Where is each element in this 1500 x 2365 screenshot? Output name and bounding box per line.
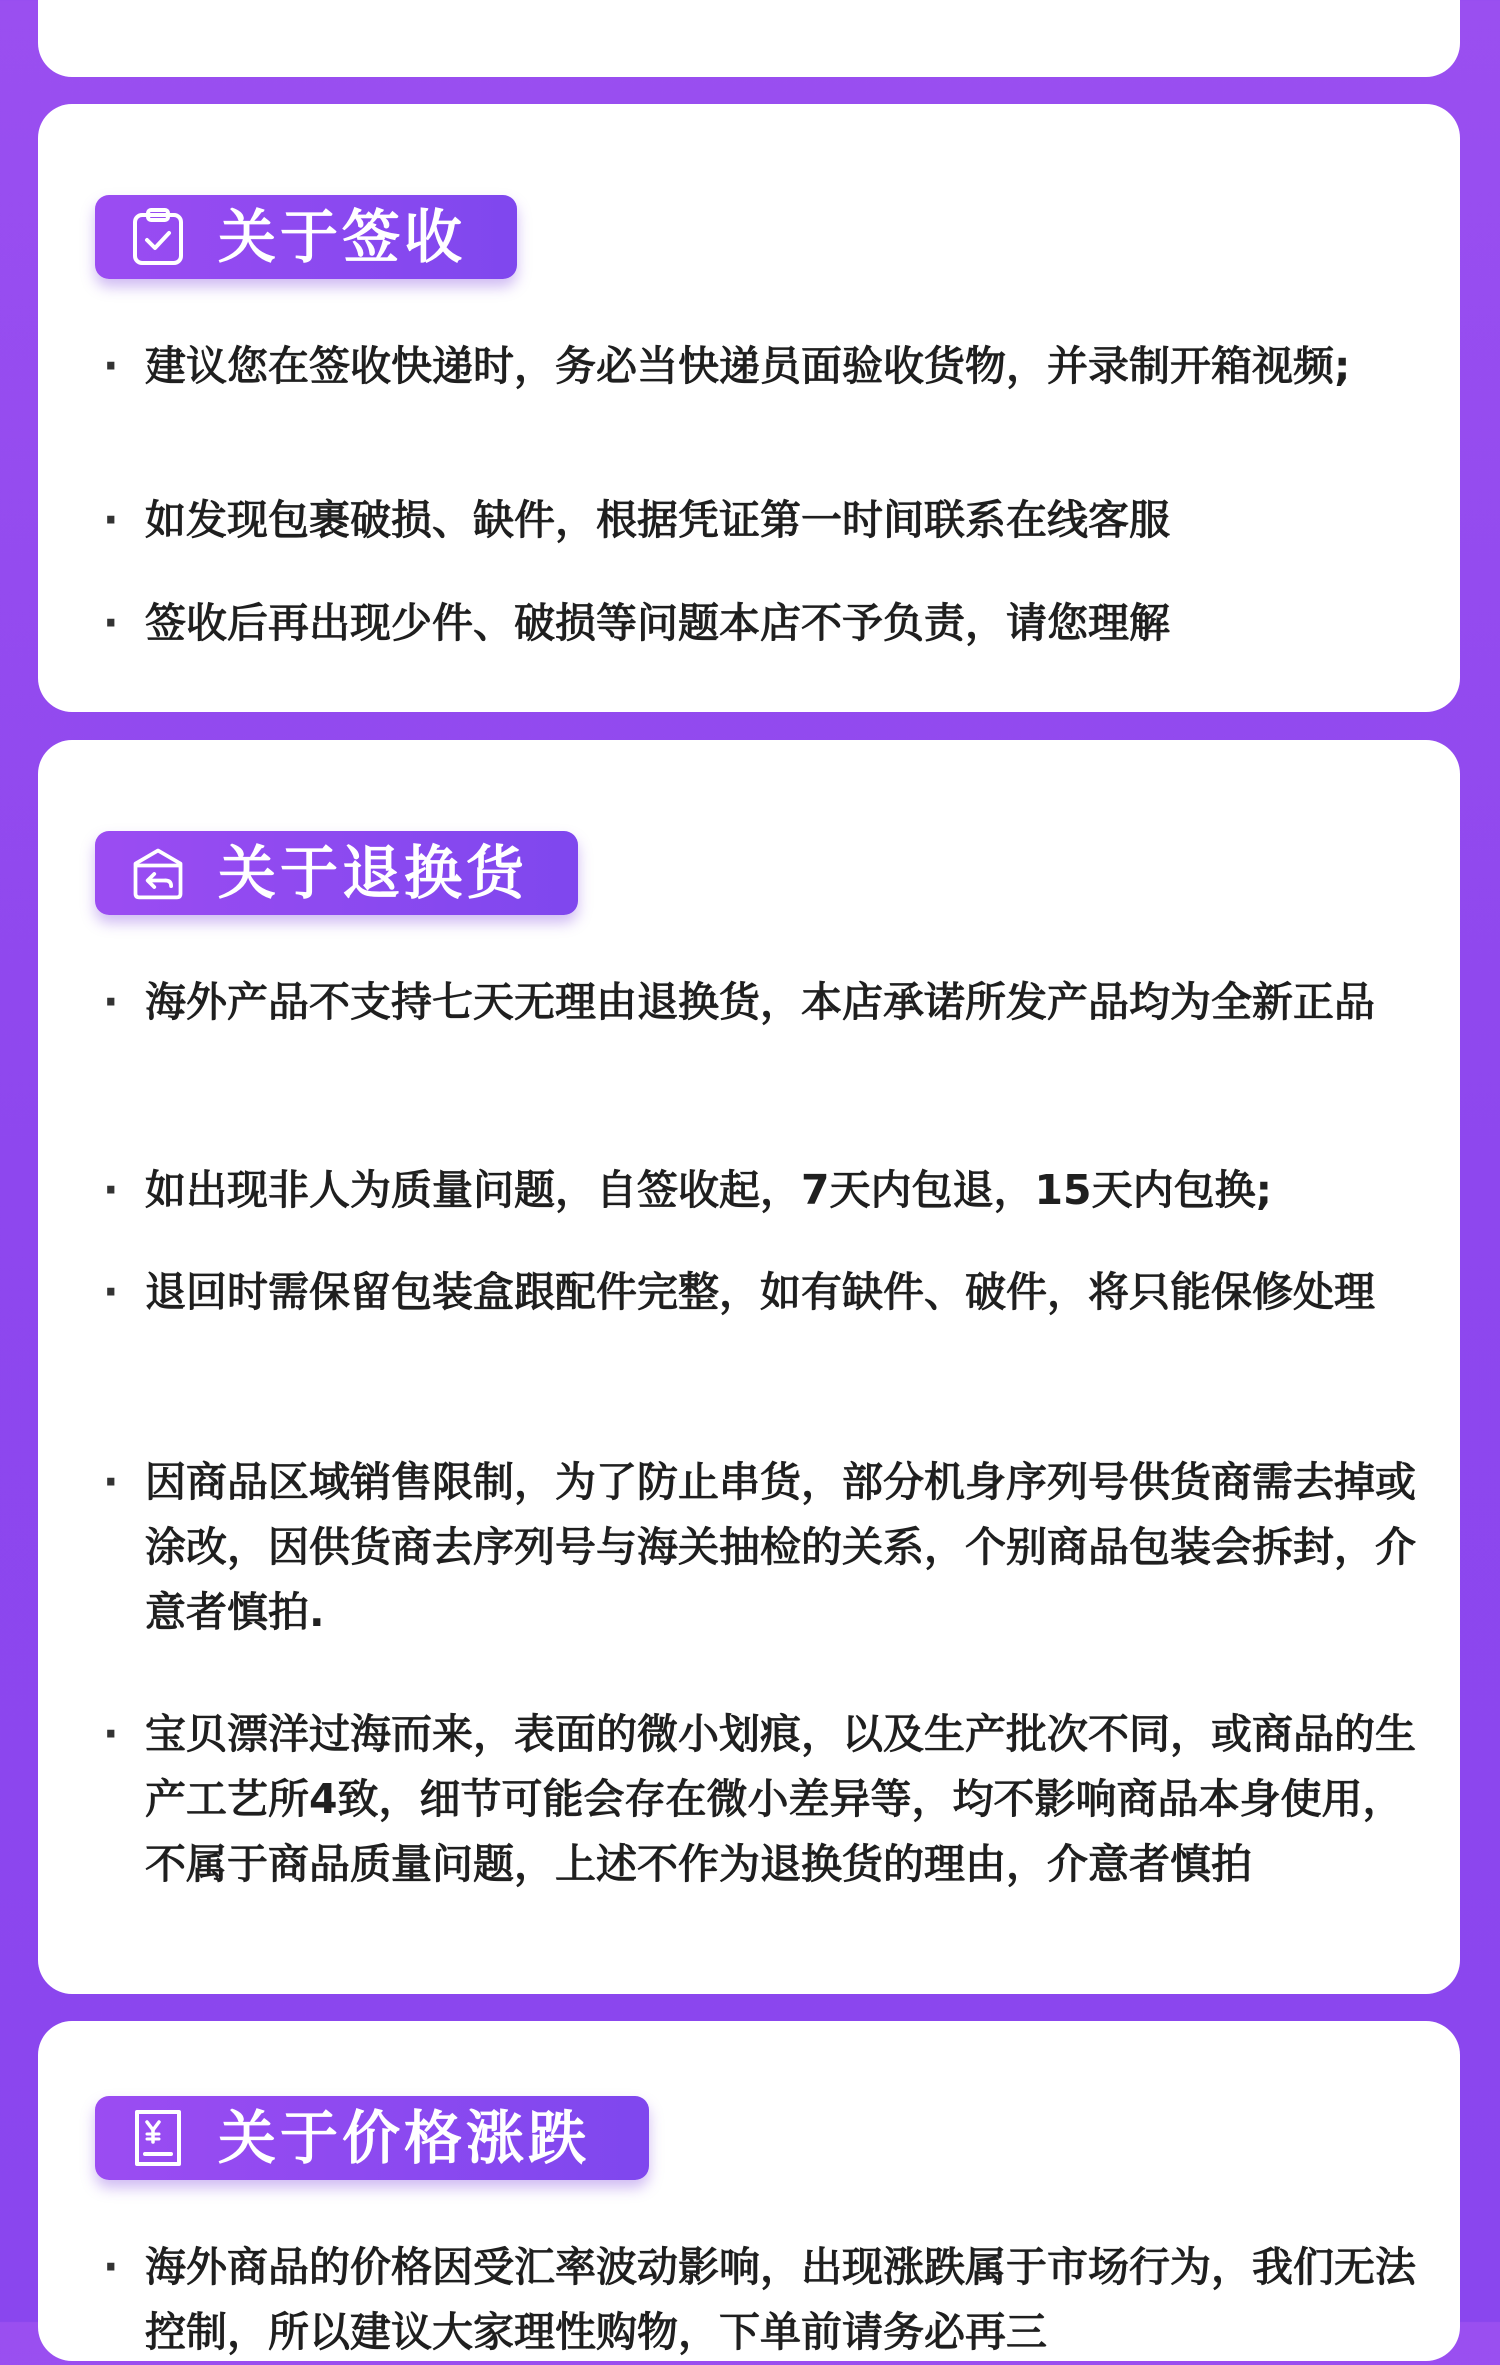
sign-item: · 建议您在签收快递时，务必当快递员面验收货物，并录制开箱视频; [145,334,1440,399]
sign-section-header [95,195,517,279]
price-item: · 海外商品的价格因受汇率波动影响，出现涨跌属于市场行为，我们无法控制，所以建议大家理性购物，下单前请务必再三 [145,2235,1440,2365]
return-box-icon [128,843,188,903]
sign-section-card [38,104,1460,712]
returns-section-title: 关于退换货 [218,839,529,907]
price-section-card [38,2021,1460,2361]
price-section-header [95,2096,649,2180]
returns-item: · 因商品区域销售限制，为了防止串货，部分机身序列号供货商需去掉或涂改，因供货商去序列号与海关抽检的关系，个别商品包装会拆封，介意者慎拍. [145,1450,1440,1645]
returns-item: · 如出现非人为质量问题，自签收起，7天内包退，15天内包换; [145,1158,1440,1223]
clipboard-check-icon [128,207,188,267]
sign-section-title: 关于签收 [218,203,467,271]
returns-item: · 退回时需保留包装盒跟配件完整，如有缺件、破件，将只能保修处理 [145,1260,1440,1325]
returns-section-header [95,831,578,915]
sign-item: · 签收后再出现少件、破损等问题本店不予负责，请您理解 [145,591,1440,656]
sign-item: · 如发现包裹破损、缺件，根据凭证第一时间联系在线客服 [145,488,1440,553]
price-section-title: 关于价格涨跌 [218,2104,591,2172]
returns-item: · 宝贝漂洋过海而来，表面的微小划痕，以及生产批次不同，或商品的生产工艺所4致，细节可能会存在微小差异等，均不影响商品本身使用，不属于商品质量问题，上述不作为退换货的理由，介意者慎拍 [145,1702,1440,1897]
price-receipt-icon [128,2108,188,2168]
previous-section-card [38,0,1460,77]
returns-section-card [38,740,1460,1994]
returns-item: · 海外产品不支持七天无理由退换货，本店承诺所发产品均为全新正品 [145,970,1440,1035]
